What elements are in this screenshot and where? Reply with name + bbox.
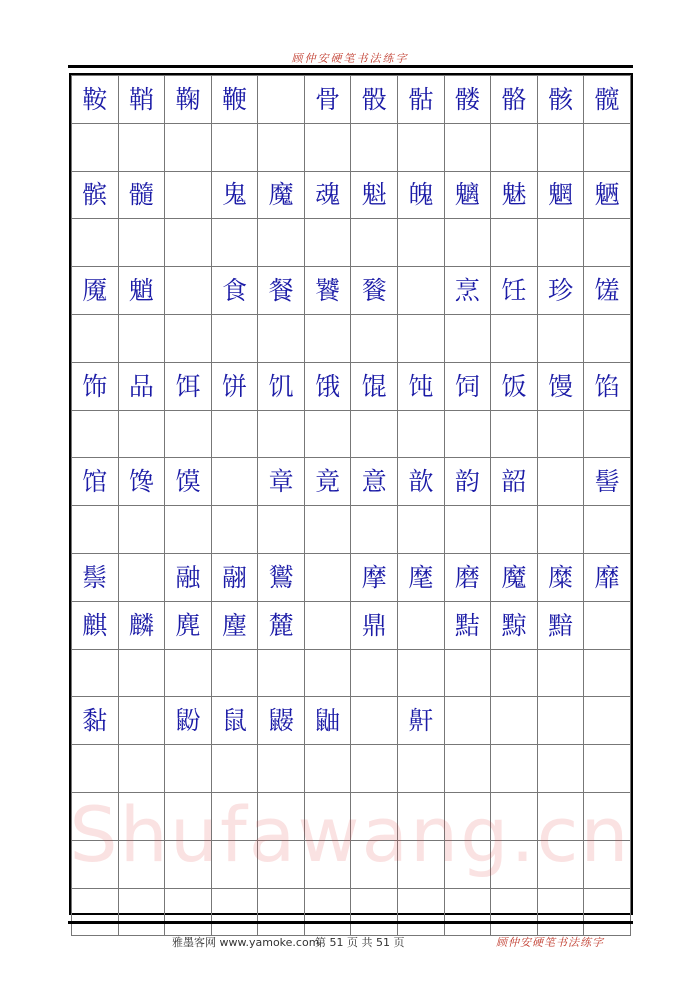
blank-cell [584, 888, 631, 936]
character-cell: 鼠 [211, 697, 258, 745]
character-cell: 馆 [72, 458, 119, 506]
blank-cell [351, 506, 398, 554]
blank-cell [258, 410, 305, 458]
character-cell: 黯 [537, 601, 584, 649]
blank-cell [351, 410, 398, 458]
character-cell: 饵 [165, 362, 212, 410]
blank-cell [444, 840, 491, 888]
blank-cell [258, 792, 305, 840]
blank-cell [351, 123, 398, 171]
blank-cell [537, 697, 584, 745]
character-cell: 餮 [351, 267, 398, 315]
blank-cell [537, 792, 584, 840]
character-cell: 黏 [72, 697, 119, 745]
grid-row [72, 888, 631, 936]
character-cell: 骷 [398, 76, 445, 124]
character-cell: 骼 [491, 76, 538, 124]
blank-cell [444, 314, 491, 362]
blank-cell [304, 888, 351, 936]
character-cell: 髻 [584, 458, 631, 506]
blank-cell [491, 888, 538, 936]
blank-cell [211, 840, 258, 888]
blank-cell [584, 745, 631, 793]
blank-cell [118, 888, 165, 936]
character-cell: 饪 [491, 267, 538, 315]
blank-cell [165, 506, 212, 554]
character-cell: 饿 [304, 362, 351, 410]
blank-cell [304, 745, 351, 793]
blank-cell [351, 314, 398, 362]
blank-cell [165, 888, 212, 936]
blank-cell [304, 410, 351, 458]
blank-cell [537, 888, 584, 936]
blank-cell [444, 649, 491, 697]
character-cell: 魔 [258, 171, 305, 219]
blank-cell [118, 506, 165, 554]
blank-cell [491, 219, 538, 267]
footer-title: 顾仲安硬笔书法练字 [496, 936, 604, 949]
blank-cell [304, 840, 351, 888]
blank-cell [398, 314, 445, 362]
header-title: 顾仲安硬笔书法练字 [291, 52, 409, 65]
blank-cell [304, 649, 351, 697]
blank-cell [491, 745, 538, 793]
blank-cell [304, 219, 351, 267]
blank-cell [165, 314, 212, 362]
header-rule [68, 65, 633, 68]
blank-cell [351, 888, 398, 936]
blank-cell [584, 123, 631, 171]
blank-cell [118, 553, 165, 601]
character-cell: 黥 [491, 601, 538, 649]
blank-cell [72, 410, 119, 458]
character-cell: 鬼 [211, 171, 258, 219]
blank-cell [118, 840, 165, 888]
blank-cell [304, 792, 351, 840]
blank-cell [72, 840, 119, 888]
grid-row [72, 76, 631, 124]
blank-cell [491, 314, 538, 362]
grid-row [72, 553, 631, 601]
character-cell: 魅 [491, 171, 538, 219]
blank-cell [537, 314, 584, 362]
blank-cell [211, 649, 258, 697]
blank-cell [165, 649, 212, 697]
character-cell: 馒 [537, 362, 584, 410]
blank-cell [211, 792, 258, 840]
blank-cell [351, 219, 398, 267]
blank-cell [211, 219, 258, 267]
blank-cell [72, 219, 119, 267]
character-cell: 烹 [444, 267, 491, 315]
blank-cell [491, 506, 538, 554]
grid-row [72, 649, 631, 697]
blank-cell [491, 697, 538, 745]
character-cell: 鼬 [304, 697, 351, 745]
footer-rule [68, 921, 633, 924]
character-cell: 饕 [304, 267, 351, 315]
character-cell: 鞍 [72, 76, 119, 124]
blank-cell [72, 314, 119, 362]
character-cell: 饲 [444, 362, 491, 410]
blank-cell [211, 745, 258, 793]
blank-cell [491, 410, 538, 458]
blank-cell [211, 888, 258, 936]
grid-row [72, 123, 631, 171]
grid-row [72, 362, 631, 410]
character-cell: 麒 [72, 601, 119, 649]
blank-cell [584, 410, 631, 458]
blank-cell [584, 219, 631, 267]
blank-cell [398, 267, 445, 315]
footer-site: 雅墨客网 www.yamoke.com [172, 936, 320, 949]
blank-cell [72, 745, 119, 793]
character-cell: 鼾 [398, 697, 445, 745]
character-cell: 麂 [165, 601, 212, 649]
blank-cell [351, 745, 398, 793]
blank-cell [258, 314, 305, 362]
character-cell: 鞠 [165, 76, 212, 124]
blank-cell [398, 410, 445, 458]
blank-cell [304, 553, 351, 601]
character-cell: 麓 [258, 601, 305, 649]
blank-cell [165, 410, 212, 458]
character-cell: 魁 [351, 171, 398, 219]
blank-cell [584, 601, 631, 649]
blank-cell [118, 410, 165, 458]
character-cell: 髋 [584, 76, 631, 124]
character-cell: 鞭 [211, 76, 258, 124]
blank-cell [165, 792, 212, 840]
blank-cell [398, 840, 445, 888]
character-cell: 糜 [537, 553, 584, 601]
character-cell: 靡 [584, 553, 631, 601]
grid-row [72, 506, 631, 554]
blank-cell [584, 840, 631, 888]
blank-cell [444, 506, 491, 554]
character-cell: 馄 [351, 362, 398, 410]
blank-cell [258, 506, 305, 554]
blank-cell [398, 888, 445, 936]
character-cell: 髅 [444, 76, 491, 124]
character-cell: 馍 [165, 458, 212, 506]
blank-cell [118, 219, 165, 267]
character-cell: 珍 [537, 267, 584, 315]
blank-cell [444, 792, 491, 840]
grid-row [72, 458, 631, 506]
blank-cell [584, 314, 631, 362]
blank-cell [584, 792, 631, 840]
practice-grid [69, 73, 633, 915]
blank-cell [444, 888, 491, 936]
character-cell: 磨 [444, 553, 491, 601]
blank-cell [304, 123, 351, 171]
character-cell: 魑 [444, 171, 491, 219]
blank-cell [444, 745, 491, 793]
blank-cell [165, 171, 212, 219]
character-cell: 饰 [72, 362, 119, 410]
character-cell: 魈 [118, 267, 165, 315]
character-cell: 馅 [584, 362, 631, 410]
character-cell: 魍 [537, 171, 584, 219]
blank-cell [211, 410, 258, 458]
blank-cell [258, 840, 305, 888]
character-cell: 魇 [72, 267, 119, 315]
character-cell: 髓 [118, 171, 165, 219]
watermark-text: Shufawang.cn [69, 790, 631, 879]
footer-page-number: 第 51 页 共 51 页 [315, 936, 405, 949]
blank-cell [72, 506, 119, 554]
blank-cell [398, 219, 445, 267]
character-cell: 韶 [491, 458, 538, 506]
blank-cell [118, 314, 165, 362]
blank-cell [491, 123, 538, 171]
blank-cell [398, 649, 445, 697]
grid-row [72, 267, 631, 315]
blank-cell [304, 314, 351, 362]
character-cell: 鼎 [351, 601, 398, 649]
grid-row [72, 745, 631, 793]
grid-row [72, 697, 631, 745]
blank-cell [351, 649, 398, 697]
character-cell: 鼹 [258, 697, 305, 745]
character-cell: 韵 [444, 458, 491, 506]
character-cell: 摩 [351, 553, 398, 601]
grid-row [72, 314, 631, 362]
character-cell: 章 [258, 458, 305, 506]
blank-cell [351, 697, 398, 745]
blank-cell [211, 506, 258, 554]
character-cell: 鞘 [118, 76, 165, 124]
character-cell: 饼 [211, 362, 258, 410]
character-cell: 鬃 [72, 553, 119, 601]
character-cell: 馐 [584, 267, 631, 315]
blank-cell [584, 649, 631, 697]
blank-cell [211, 458, 258, 506]
character-cell: 鼢 [165, 697, 212, 745]
grid-row [72, 219, 631, 267]
grid-row [72, 171, 631, 219]
blank-cell [537, 458, 584, 506]
blank-cell [118, 649, 165, 697]
character-cell: 饨 [398, 362, 445, 410]
blank-cell [398, 792, 445, 840]
blank-cell [165, 219, 212, 267]
blank-cell [537, 745, 584, 793]
grid-row [72, 792, 631, 840]
blank-cell [491, 649, 538, 697]
blank-cell [72, 888, 119, 936]
character-cell: 魉 [584, 171, 631, 219]
blank-cell [444, 410, 491, 458]
blank-cell [165, 267, 212, 315]
blank-cell [258, 219, 305, 267]
blank-cell [72, 649, 119, 697]
blank-cell [304, 601, 351, 649]
character-cell: 饥 [258, 362, 305, 410]
character-cell: 品 [118, 362, 165, 410]
character-cell: 歆 [398, 458, 445, 506]
character-cell: 骸 [537, 76, 584, 124]
blank-cell [258, 888, 305, 936]
blank-cell [444, 123, 491, 171]
character-cell: 翮 [211, 553, 258, 601]
blank-cell [351, 840, 398, 888]
character-cell: 鸑 [258, 553, 305, 601]
blank-cell [537, 649, 584, 697]
blank-cell [211, 123, 258, 171]
blank-cell [444, 219, 491, 267]
grid-row [72, 840, 631, 888]
blank-cell [398, 123, 445, 171]
character-cell: 竟 [304, 458, 351, 506]
character-cell: 魄 [398, 171, 445, 219]
blank-cell [537, 123, 584, 171]
blank-cell [491, 792, 538, 840]
blank-cell [537, 840, 584, 888]
blank-cell [118, 123, 165, 171]
character-cell: 麟 [118, 601, 165, 649]
blank-cell [258, 649, 305, 697]
blank-cell [537, 410, 584, 458]
blank-cell [258, 123, 305, 171]
character-cell: 骰 [351, 76, 398, 124]
blank-cell [165, 745, 212, 793]
blank-cell [584, 506, 631, 554]
grid-row [72, 601, 631, 649]
blank-cell [72, 792, 119, 840]
blank-cell [398, 745, 445, 793]
blank-cell [491, 840, 538, 888]
character-cell: 餐 [258, 267, 305, 315]
blank-cell [165, 123, 212, 171]
blank-cell [72, 123, 119, 171]
grid-row [72, 410, 631, 458]
character-cell: 麾 [398, 553, 445, 601]
blank-cell [537, 219, 584, 267]
character-cell: 髌 [72, 171, 119, 219]
blank-cell [537, 506, 584, 554]
blank-cell [118, 792, 165, 840]
blank-cell [304, 506, 351, 554]
character-table [71, 75, 631, 936]
character-cell: 饭 [491, 362, 538, 410]
character-cell: 馋 [118, 458, 165, 506]
blank-cell [211, 314, 258, 362]
character-cell: 麈 [211, 601, 258, 649]
blank-cell [398, 601, 445, 649]
character-cell: 魔 [491, 553, 538, 601]
blank-cell [258, 745, 305, 793]
character-cell: 骨 [304, 76, 351, 124]
character-cell: 食 [211, 267, 258, 315]
character-cell: 魂 [304, 171, 351, 219]
blank-cell [165, 840, 212, 888]
blank-cell [258, 76, 305, 124]
blank-cell [118, 697, 165, 745]
character-cell: 黠 [444, 601, 491, 649]
blank-cell [584, 697, 631, 745]
character-cell: 融 [165, 553, 212, 601]
blank-cell [398, 506, 445, 554]
blank-cell [444, 697, 491, 745]
character-cell: 意 [351, 458, 398, 506]
blank-cell [118, 745, 165, 793]
blank-cell [351, 792, 398, 840]
